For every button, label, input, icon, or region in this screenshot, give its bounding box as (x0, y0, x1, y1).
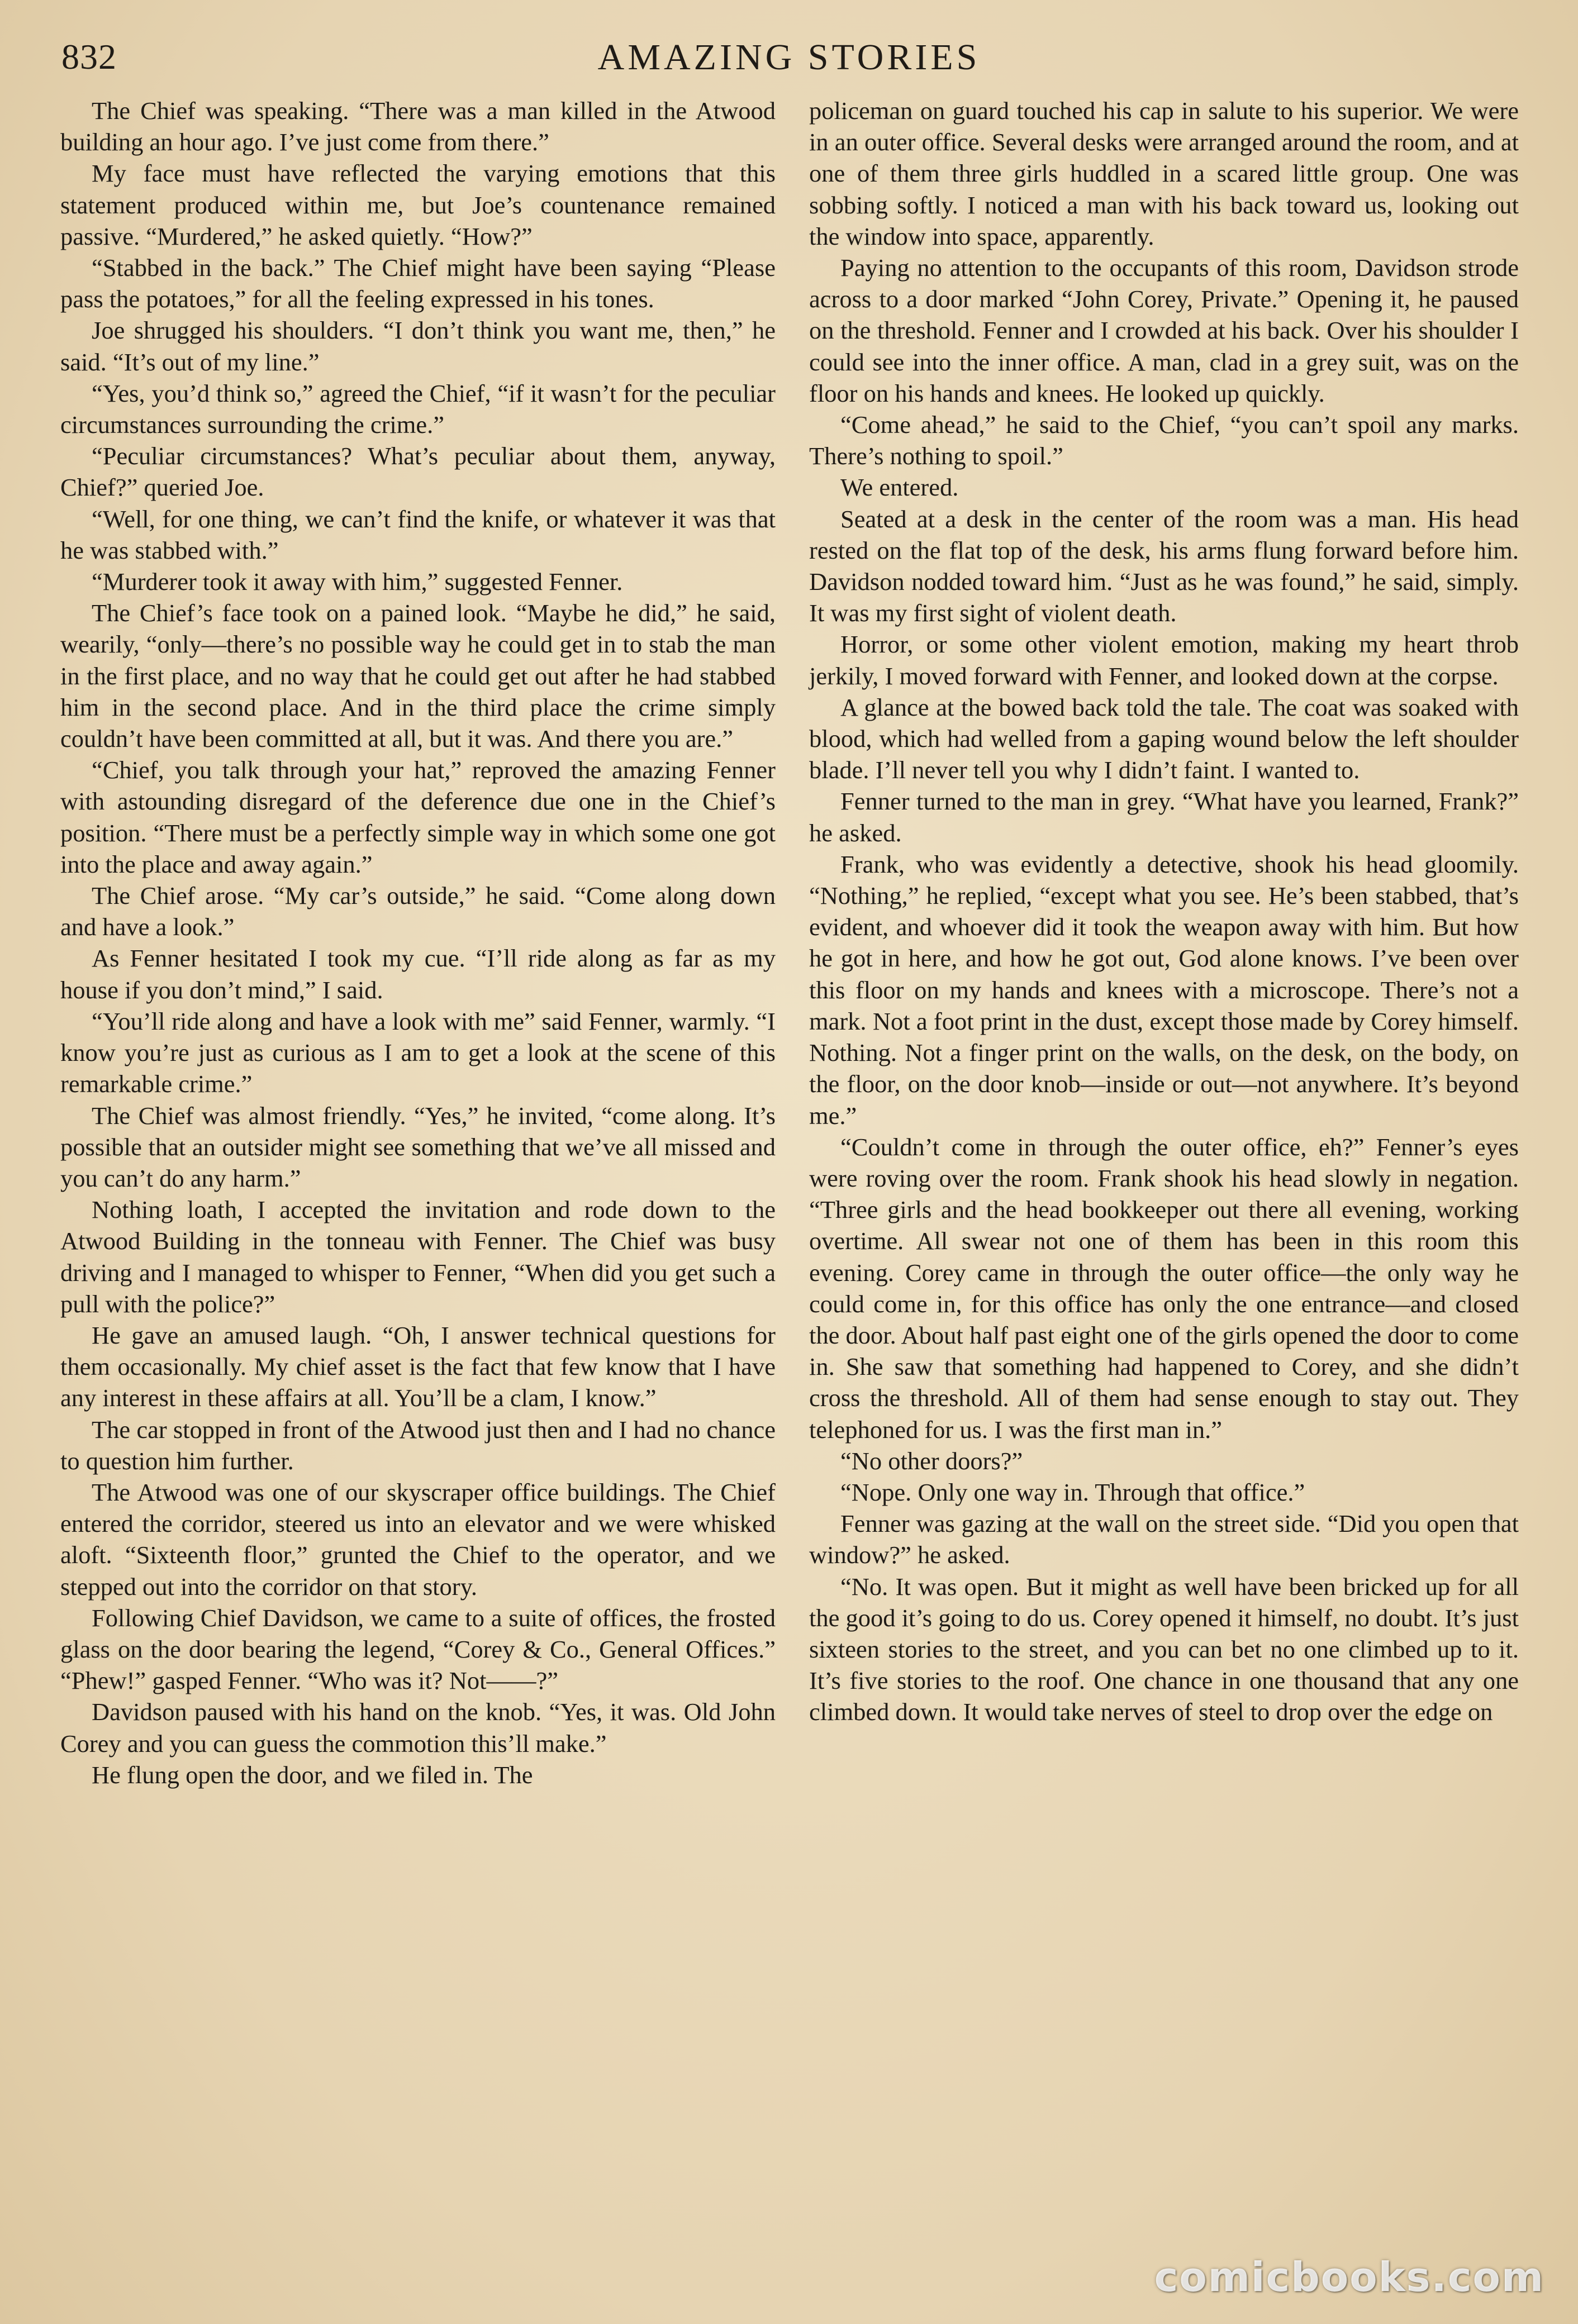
paragraph: Following Chief Davidson, we came to a suite of offices, the frosted glass on the door bearing the legend, “Corey & Co., General Offices.” “Phew!” gasped Fenner. “Who was it? Not——?” (60, 1603, 776, 1695)
paragraph: Joe shrugged his shoulders. “I don’t think you want me, then,” he said. “It’s out of my line.” (60, 316, 776, 376)
paragraph: The Chief was speaking. “There was a man killed in the Atwood building an hour ago. I’ve just come from there.” (60, 97, 776, 156)
paragraph: He gave an amused laugh. “Oh, I answer technical questions for them occasionally. My chief asset is the fact that few know that I have any interest in these affairs at all. You’ll be a clam, I know.” (60, 1321, 776, 1412)
paragraph: We entered. (840, 473, 959, 502)
paragraph: “Yes, you’d think so,” agreed the Chief, “if it wasn’t for the peculiar circumstances surrounding the crime.” (60, 379, 776, 439)
paragraph: As Fenner hesitated I took my cue. “I’ll ride along as far as my house if you don’t mind,” I said. (60, 944, 776, 1004)
paragraph: Frank, who was evidently a detective, shook his head gloomily. “Nothing,” he replied, “except what you see. He’s been stabbed, that’s evident, and whoever did it took the weapon away with him. But how he got in here, and how he got out, God alone knows. I’ve been over this floor on my hands and knees with a microscope. There’s not a mark. Not a foot print in the dust, except those made by Corey himself. Nothing. Not a finger print on the walls, on the desk, on the body, on the floor, on the door knob—inside or out—not anywhere. It’s beyond me.” (809, 850, 1519, 1130)
paragraph: Davidson paused with his hand on the knob. “Yes, it was. Old John Corey and you can guess the commotion this’ll make.” (60, 1698, 776, 1758)
paragraph: “Nope. Only one way in. Through that office.” (840, 1478, 1305, 1506)
paragraph: The Atwood was one of our skyscraper office buildings. The Chief entered the corridor, steered us into an elevator and we were whisked aloft. “Sixteenth floor,” grunted the Chief to the operator, and we stepped out into the corridor on that story. (60, 1478, 776, 1601)
paragraph: The Chief arose. “My car’s outside,” he said. “Come along down and have a look.” (60, 882, 776, 941)
magazine-title: AMAZING STORIES (597, 37, 981, 78)
paragraph: A glance at the bowed back told the tale. The coat was soaked with blood, which had welled from a gaping wound below the left shoulder blade. I’ll never tell you why I didn’t faint. I wanted to. (809, 693, 1519, 784)
left-column (60, 95, 776, 1790)
paragraph: Horror, or some other violent emotion, making my heart throb jerkily, I moved forward with Fenner, and looked down at the corpse. (809, 630, 1519, 690)
paragraph: Seated at a desk in the center of the room was a man. His head rested on the flat top of the desk, his arms flung forward before him. Davidson nodded toward him. “Just as he was found,” he said, simply. It was my first sight of violent death. (809, 504, 1519, 627)
paragraph: “Come ahead,” he said to the Chief, “you can’t spoil any marks. There’s nothing to spoil.” (809, 411, 1519, 470)
page-number: 832 (61, 37, 117, 77)
paragraph: “Well, for one thing, we can’t find the knife, or whatever it was that he was stabbed with.” (60, 504, 776, 564)
paragraph: The Chief was almost friendly. “Yes,” he invited, “come along. It’s possible that an outsider might see something that we’ve all missed and you can’t do any harm.” (60, 1101, 776, 1192)
paragraph: He flung open the door, and we filed in. The (92, 1760, 533, 1789)
paragraph: Fenner was gazing at the wall on the street side. “Did you open that window?” he asked. (809, 1509, 1519, 1569)
paragraph: “Couldn’t come in through the outer office, eh?” Fenner’s eyes were roving over the room. Frank shook his head slowly in negation. “Three girls and the head bookkeeper out there all evening, working overtime. All swear not one of them has been in this room this evening. Corey came in through the outer office—the only way he could come in, for this office has only the one entrance—and closed the door. About half past eight one of the girls opened the door to come in. She saw that something had happened to Corey, and she didn’t cross the threshold. All of them had sense enough to stay out. They telephoned for us. I was the first man in.” (809, 1132, 1519, 1444)
paragraph: Fenner turned to the man in grey. “What have you learned, Frank?” he asked. (809, 787, 1519, 847)
paragraph: “Peculiar circumstances? What’s peculiar about them, anyway, Chief?” queried Joe. (60, 442, 776, 502)
paragraph: The car stopped in front of the Atwood just then and I had no chance to question him further. (60, 1415, 776, 1475)
paragraph: Paying no attention to the occupants of this room, Davidson strode across to a door marked “John Corey, Private.” Opening it, he paused on the threshold. Fenner and I crowded at his back. Over his shoulder I could see into the inner office. A man, clad in a grey suit, was on the floor on his hands and knees. He looked up quickly. (809, 254, 1519, 407)
paragraph: “No other doors?” (840, 1446, 1023, 1475)
paragraph: The Chief’s face took on a pained look. “Maybe he did,” he said, wearily, “only—there’s no possible way he could get in to stab the man in the first place, and no way that he could get out after he had stabbed him in the second place. And in the third place the crime simply couldn’t have been committed at all, but it was. And there you are.” (60, 599, 776, 753)
right-column (809, 95, 1519, 1728)
paragraph: “Chief, you talk through your hat,” reproved the amazing Fenner with astounding disregard of the deference due one in the Chief’s position. “There must be a perfectly simple way in which some one got into the place and away again.” (60, 756, 776, 878)
paragraph: My face must have reflected the varying emotions that this statement produced within me, but Joe’s countenance remained passive. “Murdered,” he asked quietly. “How?” (60, 159, 776, 250)
page-header (61, 31, 1517, 92)
paragraph: “You’ll ride along and have a look with me” said Fenner, warmly. “I know you’re just as curious as I am to get a look at the scene of this remarkable crime.” (60, 1007, 776, 1098)
paragraph: “Stabbed in the back.” The Chief might have been saying “Please pass the potatoes,” for all the feeling expressed in his tones. (60, 254, 776, 313)
paragraph: Nothing loath, I accepted the invitation and rode down to the Atwood Building in the tonneau with Fenner. The Chief was busy driving and I managed to whisper to Fenner, “When did you get such a pull with the police?” (60, 1196, 776, 1318)
paragraph: “No. It was open. But it might as well have been bricked up for all the good it’s going to do us. Corey opened it himself, no doubt. It’s just sixteen stories to the street, and you can bet no one climbed up to it. It’s five stories to the roof. One chance in one thousand that any one climbed down. It would take nerves of steel to drop over the edge on (809, 1572, 1519, 1726)
watermark-logo: comicbooks.com (1154, 2254, 1544, 2301)
paragraph-continuation: policeman on guard touched his cap in salute to his superior. We were in an outer office. Several desks were arranged around the room, and at one of them three girls huddled in a scared little group. One was sobbing softly. I noticed a man with his back toward us, looking out the window into space, apparently. (809, 97, 1519, 250)
paragraph: “Murderer took it away with him,” suggested Fenner. (92, 568, 623, 596)
